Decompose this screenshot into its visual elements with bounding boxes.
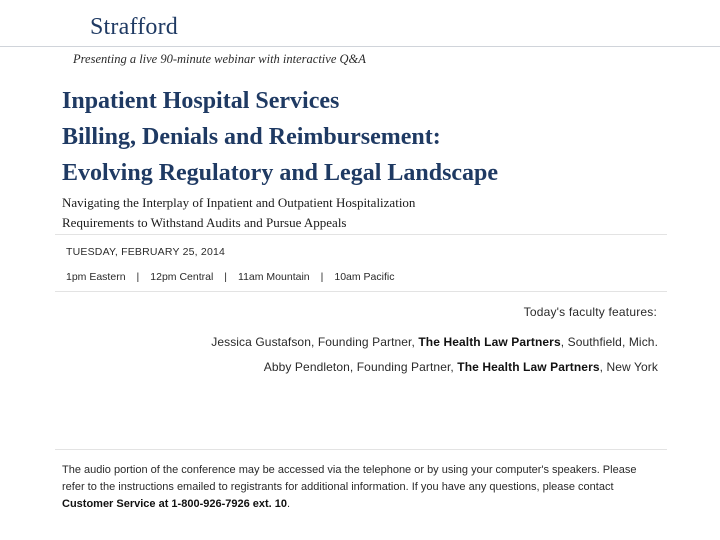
subtitle — [62, 193, 662, 233]
time-pacific: 10am Pacific — [334, 271, 395, 283]
time-separator: | — [224, 271, 228, 283]
title-line-1: Inpatient Hospital Services — [62, 88, 340, 114]
faculty-member — [211, 335, 658, 349]
event-times — [66, 271, 394, 283]
footer-text: The audio portion of the conference may be accessed via the telephone or by using your computer's speakers. Please refer to the instructions emailed to registrants for additional information. If you have any questions, please contact — [62, 464, 637, 493]
title-line-3: Evolving Regulatory and Legal Landscape — [62, 160, 499, 186]
time-eastern: 1pm Eastern — [66, 271, 126, 283]
faculty-name-title: Abby Pendleton, Founding Partner, — [263, 360, 458, 374]
customer-service-contact: Customer Service at 1-800-926-7926 ext. 10 — [62, 498, 288, 510]
audio-instructions — [62, 462, 662, 513]
faculty-location: , New York — [599, 360, 658, 374]
time-separator: | — [136, 271, 140, 283]
faculty-location: , Southfield, Mich. — [560, 335, 658, 349]
subtitle-line-2: Requirements to Withstand Audits and Pursue Appeals — [62, 215, 347, 230]
faculty-heading: Today's faculty features: — [523, 305, 657, 319]
header-divider — [0, 46, 720, 47]
time-mountain: 11am Mountain — [238, 271, 310, 283]
faculty-firm: The Health Law Partners — [457, 360, 600, 374]
event-date: TUESDAY, FEBRUARY 25, 2014 — [66, 246, 226, 258]
subtitle-line-1: Navigating the Interplay of Inpatient and Outpatient Hospitalization — [62, 195, 416, 210]
faculty-firm: The Health Law Partners — [418, 335, 561, 349]
time-separator: | — [320, 271, 324, 283]
faculty-name-title: Jessica Gustafson, Founding Partner, — [211, 335, 419, 349]
faculty-member — [264, 360, 658, 374]
footer-end: . — [287, 498, 291, 510]
strafford-logo: Strafford — [90, 14, 179, 40]
divider-top — [55, 234, 667, 235]
title-line-2: Billing, Denials and Reimbursement: — [62, 124, 441, 150]
divider-middle — [55, 291, 667, 292]
divider-bottom — [55, 449, 667, 450]
webinar-tagline: Presenting a live 90-minute webinar with interactive Q&A — [73, 52, 366, 66]
time-central: 12pm Central — [150, 271, 214, 283]
